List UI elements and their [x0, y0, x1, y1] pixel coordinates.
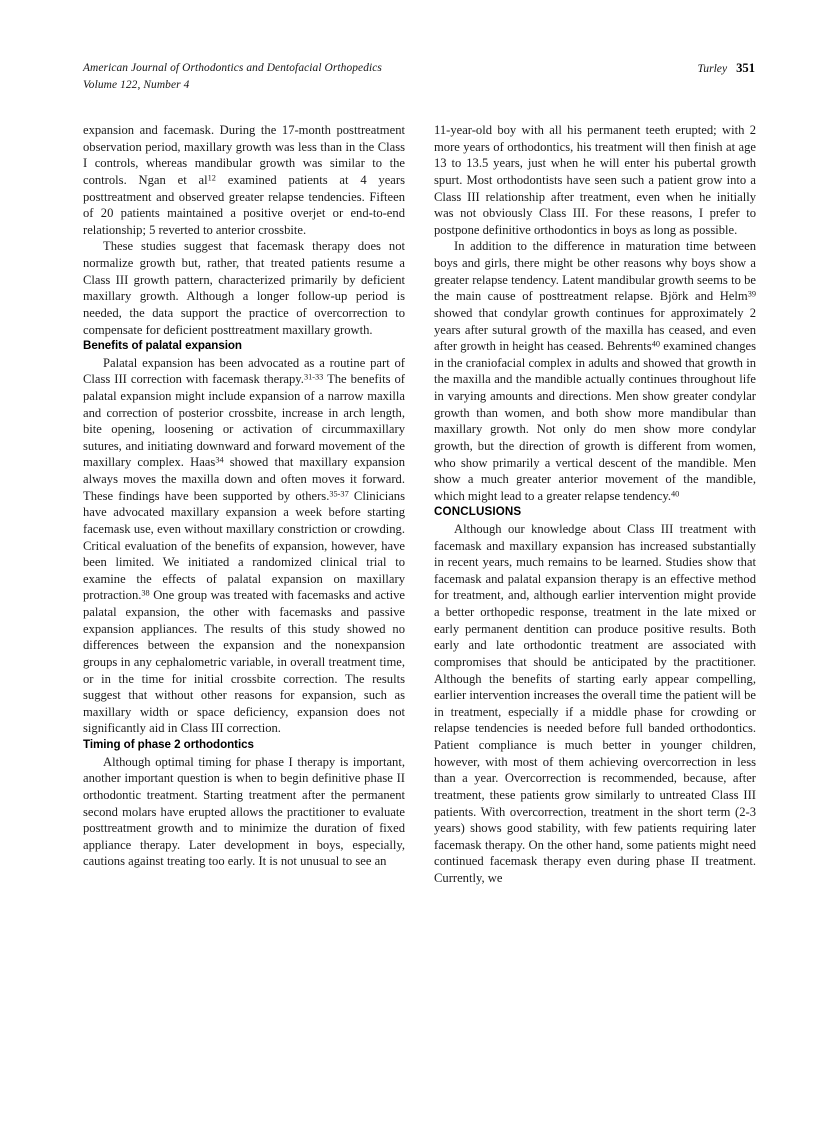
paragraph-text-cont: showed that maxillary expansion always moves the maxilla down and often moves it forward. These findings have been supported by others. — [83, 455, 406, 503]
author-name: Turley — [697, 62, 728, 75]
paragraph — [434, 238, 756, 504]
paragraph-text: 11-year-old boy with all his permanent teeth erupted; with 2 more years of orthodontics, his treatment will then finish at age 13 to 13.5 years, just when he will enter his pubertal growth spurt. Most orthodontists have seen such a patient grow into a Class III relationship after treatment, even when he initially was not obviously Class III. For these reasons, I prefer to postpone definitive orthodontics in boys as long as possible. — [434, 123, 756, 237]
section-heading-conclusions: CONCLUSIONS — [434, 505, 522, 519]
reference-marker: 39 — [747, 289, 756, 299]
paragraph-text: In addition to the difference in maturation time between boys and girls, there might be other reasons why boys show a greater relapse tendency. Latent mandibular growth seems to be the main cause of posttreatment relapse. Björk and Helm — [434, 239, 756, 304]
paragraph-text-cont: examined patients at 4 years posttreatment and observed greater relapse tendencies. Fifteen of 20 patients maintained a positive overjet or end-to-end relationship; 5 reverted to anterior crossbite. — [83, 172, 405, 237]
paragraph-text: Although our knowledge about Class III treatment with facemask and maxillary expansion has increased substantially in recent years, much remains to be learned. Studies show that facemask and palatal expansion therapy is an effective method for treatment, and, although earlier intervention might provide a better orthopedic response, treatment in the late mixed or early permanent dentition can produce positive results. Both early and late orthodontic treatment are associated with compromises that should be anticipated by the practitioner. Although the benefits of starting early appear compelling, earlier intervention increases the overall time the patient will be in treatment, especially if a middle phase for crowding or relapse tendencies is needed before full banded orthodontics. Patient compliance is much better in younger children, however, with most of them achieving overcorrection in less than a year. Overcorrection is recommended, because, after treatment, these patients grow similarly to untreated Class III patients. With overcorrection, treatment in the short term (2-3 years) shows good stability, with few patients requiring later facemask therapy. On the other hand, some patients might need continued facemask therapy even during phase II treatment. Currently, we — [434, 521, 756, 886]
running-head-right — [697, 60, 755, 78]
reference-marker: 40 — [670, 489, 680, 499]
running-head — [83, 60, 755, 94]
column-left — [83, 122, 405, 870]
page-number: 351 — [736, 61, 755, 75]
paragraph — [83, 754, 405, 870]
column-right — [434, 122, 756, 887]
paragraph — [83, 238, 405, 338]
paragraph — [83, 355, 405, 737]
reference-marker: 31-33 — [303, 372, 324, 382]
paragraph-text: These studies suggest that facemask therapy does not normalize growth but, rather, that treated patients resume a Class III growth pattern, characterized primarily by deficient maxillary growth. Although a longer follow-up period is needed, the data support the practice of overcorrection to compensate for deficient posttreatment maxillary growth. — [83, 239, 405, 337]
paragraph-text-cont: One group was treated with facemasks and active palatal expansion, the other with facemasks and passive expansion appliances. The results of this study showed no differences between the expansion and the nonexpansion groups in any cephalometric variable, in overall treatment time, or in the time for initial crossbite correction. The results suggest that without other reasons for expansion, such as maxillary width or space deficiency, expansion does not significantly aid in Class III correction. — [83, 588, 405, 736]
reference-marker: 40 — [651, 339, 661, 349]
journal-volume-line: Volume 122, Number 4 — [83, 78, 190, 91]
paragraph — [434, 122, 756, 238]
section-heading-benefits-of-palatal-expansion: Benefits of palatal expansion — [83, 339, 242, 353]
journal-title — [83, 60, 382, 93]
paragraph-text-cont: showed that condylar growth continues for approximately 2 years after sutural growth of the maxilla has ceased, and even after growth in height has ceased. Behrents — [434, 305, 756, 354]
paragraph-text: Although optimal timing for phase I therapy is important, another important question is when to begin definitive phase II orthodontic treatment. Starting treatment after the permanent second molars have erupted allows the practitioner to evaluate posttreatment growth and to minimize the duration of fixed appliance therapy. Later development in boys, especially, cautions against treating too early. It is not unusual to see an — [83, 754, 405, 869]
journal-title-line1: American Journal of Orthodontics and Dentofacial Orthopedics — [83, 62, 382, 74]
paragraph-text: expansion and facemask. During the 17-month posttreatment observation period, maxillary growth was less than in the Class I controls, whereas mandibular growth was similar to the controls. Ngan et al — [83, 123, 405, 187]
reference-marker: 35-37 — [329, 489, 349, 499]
paragraph-text-cont: The benefits of palatal expansion might include expansion of a narrow maxilla and correction of posterior crossbite, increase in arch length, bite opening, loosening or activation of circummaxillary sutures, and initiating downward and forward movement of the maxillary complex. Haas — [83, 372, 405, 470]
paragraph — [83, 122, 405, 238]
section-heading-timing-of-phase-2-orthodontics: Timing of phase 2 orthodontics — [83, 738, 254, 752]
reference-marker: 34 — [215, 455, 224, 465]
reference-marker: 12 — [207, 173, 216, 183]
paragraph-text-cont: examined changes in the craniofacial complex in adults and showed that growth in the maxilla and the mandible actually continues throughout life in varying amounts and directions. Men show greater condylar growth than women, and both show more mandibular than maxillary growth. Not only do men show more condylar growth, but the direction of growth is different from women, who show primarily a vertical descent of the mandible. Men show a much greater anterior movement of the mandible, which might lead to a greater relapse tendency. — [434, 339, 757, 503]
reference-marker: 38 — [141, 588, 150, 598]
paragraph-text-cont: Clinicians have advocated maxillary expansion a week before starting facemask use, even without maxillary constriction or crowding. Critical evaluation of the benefits of expansion, however, have been limited. We initiated a randomized clinical trial to examine the effects of palatal expansion on maxillary protraction. — [83, 488, 405, 603]
paragraph — [434, 521, 756, 887]
paragraph-text: Palatal expansion has been advocated as a routine part of Class III correction with facemask therapy. — [83, 355, 405, 387]
